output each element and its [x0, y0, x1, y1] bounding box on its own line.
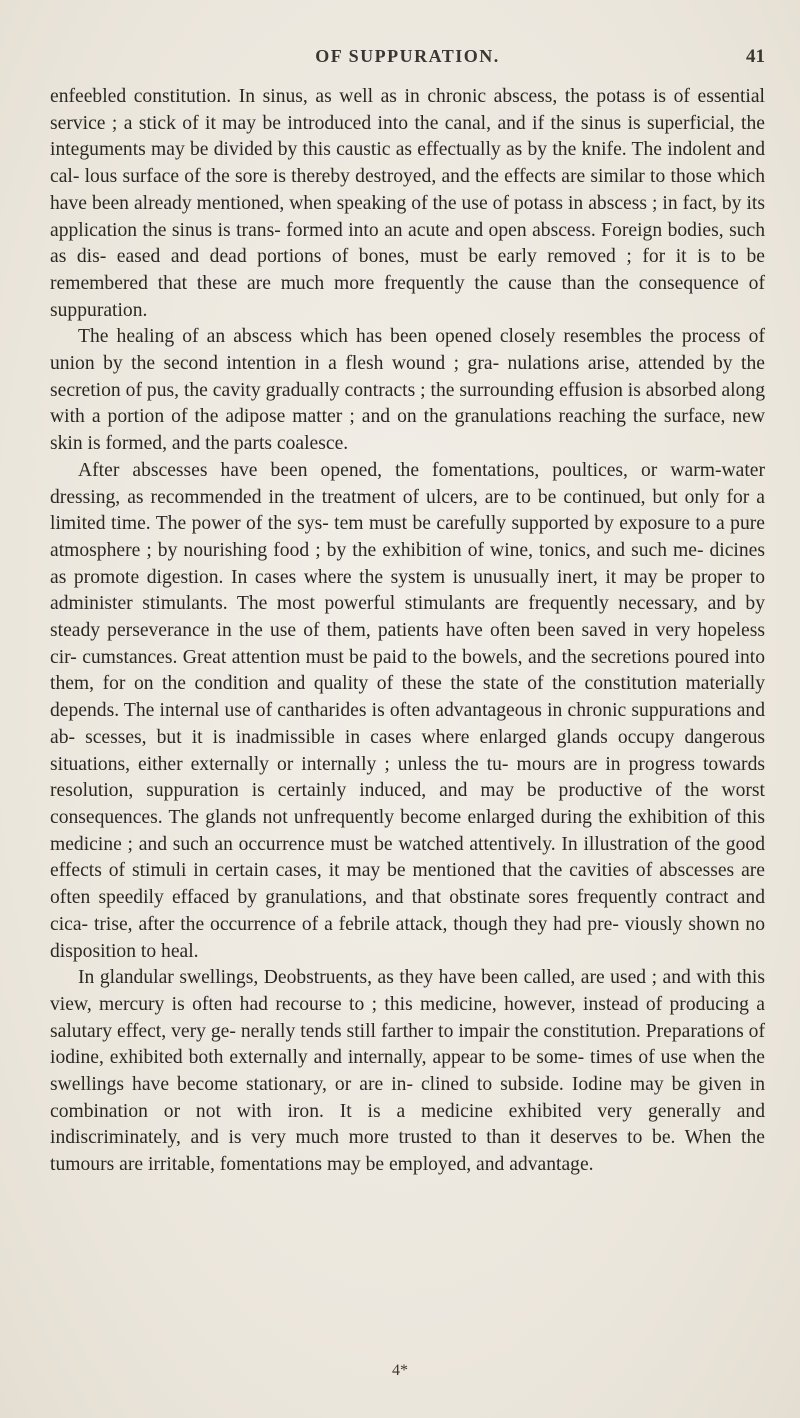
paragraph-4: In glandular swellings, Deobstruents, as they have been called, are used ; and with this view, mercury is often had recourse to ; this medicine, however, instead of producing a salutary effect, very ge- nerally tends still farther to impair the constitution. Preparations of iodine, exhibited both externally and internally, appear to be some- times of use when the swellings have become stationary, or are in- clined to subside. Iodine may be given in combination or not with iron. It is a medicine exhibited very generally and indiscriminately, and is very much more trusted to than it deserves to be. When the tumours are irritable, fomentations may be employed, and advantage. [50, 967, 765, 1176]
body-text [50, 84, 765, 1179]
page-number: 41 [746, 46, 765, 67]
running-title: OF SUPPURATION. [315, 46, 500, 66]
paragraph-3: After abscesses have been opened, the fomentations, poultices, or warm-water dressing, as recommended in the treatment of ulcers, are to be continued, but only for a limited time. The power of the sys- tem must be carefully supported by exposure to a pure atmosphere ; by nourishing food ; by the exhibition of wine, tonics, and such me- dicines as promote digestion. In cases where the system is unusually inert, it may be proper to administer stimulants. The most powerful stimulants are frequently necessary, and by steady perseverance in the use of them, patients have often been saved in very hopeless cir- cumstances. Great attention must be paid to the bowels, and the secretions poured into them, for on the condition and quality of these the state of the constitution materially depends. The internal use of cantharides is often advantageous in chronic suppurations and ab- scesses, but it is inadmissible in cases where enlarged glands occupy dangerous situations, either externally or internally ; unless the tu- mours are in progress towards resolution, suppuration is certainly induced, and may be productive of the worst consequences. The glands not unfrequently become enlarged during the exhibition of this medicine ; and such an occurrence must be watched attentively. In illustration of the good effects of stimuli in certain cases, it may be mentioned that the cavities of abscesses are often speedily effaced by granulations, and that obstinate sores frequently contract and cica- trise, after the occurrence of a febrile attack, though they had pre- viously shown no disposition to heal. [50, 459, 765, 962]
paragraph-2: The healing of an abscess which has been opened closely resembles the process of union by the second intention in a flesh wound ; gra- nulations arise, attended by the secretion of pus, the cavity gradually contracts ; the surrounding effusion is absorbed along with a portion of the adipose matter ; and on the granulations reaching the surface, new skin is formed, and the parts coalesce. [50, 326, 765, 455]
signature-mark: 4* [392, 1362, 408, 1379]
running-head [50, 46, 765, 70]
paragraph-1: enfeebled constitution. In sinus, as well as in chronic abscess, the potass is of essential service ; a stick of it may be introduced into the canal, and if the sinus is superficial, the integuments may be divided by this caustic as effectually as by the knife. The indolent and cal- lous surface of the sore is thereby destroyed, and the effects are similar to those which have been already mentioned, when speaking of the use of potass in abscess ; in fact, by its application the sinus is trans- formed into an acute and open abscess. Foreign bodies, such as dis- eased and dead portions of bones, must be early removed ; for it is to be remembered that these are much more frequently the cause than the consequence of suppuration. [50, 86, 765, 321]
